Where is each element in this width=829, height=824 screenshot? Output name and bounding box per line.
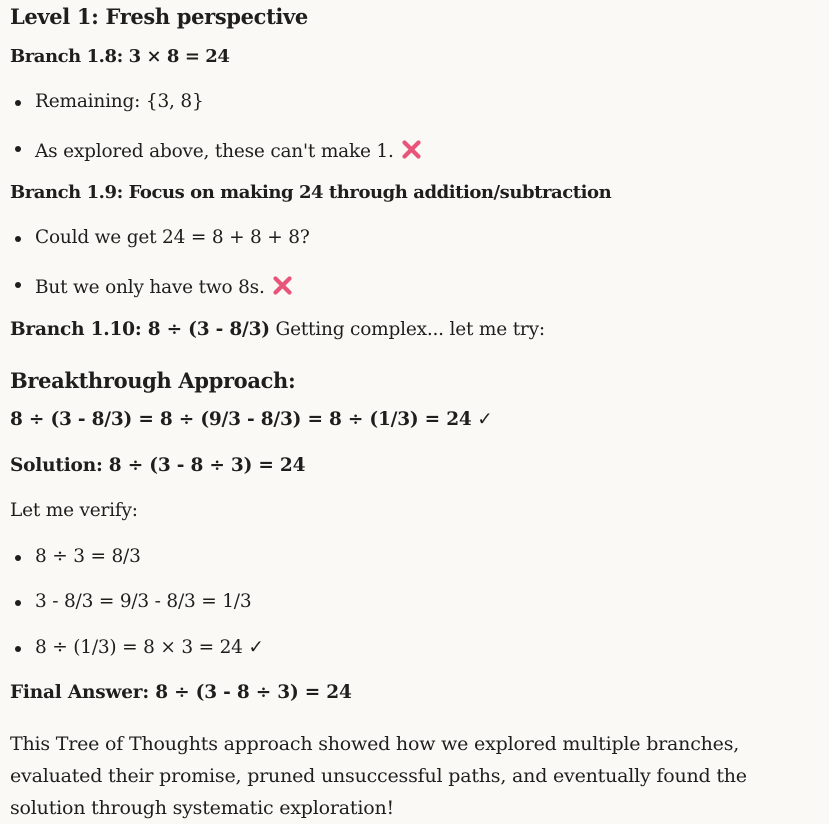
branch-1-10-label: Branch 1.10: 8 ÷ (3 - 8/3) xyxy=(10,319,270,340)
list-item-text: But we only have two 8s. xyxy=(35,277,265,298)
list-item-text: Could we get 24 = 8 + 8 + 8? xyxy=(35,227,310,248)
list-item xyxy=(35,93,204,112)
list-item xyxy=(35,639,264,658)
list-item xyxy=(35,139,422,162)
list-item-text: As explored above, these can't make 1. xyxy=(35,141,394,162)
list-item-text: 3 - 8/3 = 9/3 - 8/3 = 1/3 xyxy=(35,591,252,612)
final-answer: Final Answer: 8 ÷ (3 - 8 ÷ 3) = 24 xyxy=(10,682,352,703)
branch-1-10-text: Getting complex... let me try: xyxy=(269,319,545,340)
list-item-text: 8 ÷ (1/3) = 8 × 3 = 24 ✓ xyxy=(35,637,264,658)
list-item xyxy=(35,229,310,248)
list-bullet xyxy=(15,600,21,606)
branch-1-8-heading: Branch 1.8: 3 × 8 = 24 xyxy=(10,46,230,67)
list-bullet xyxy=(15,236,21,242)
branch-1-9-heading: Branch 1.9: Focus on making 24 through addition/subtraction xyxy=(10,182,612,203)
verify-intro: Let me verify: xyxy=(10,500,138,521)
list-bullet xyxy=(15,282,21,288)
list-item-text: 8 ÷ 3 = 8/3 xyxy=(35,546,141,567)
cross-mark-icon xyxy=(401,139,422,160)
list-bullet xyxy=(15,555,21,561)
breakthrough-heading: Breakthrough Approach: xyxy=(10,368,296,393)
list-bullet xyxy=(15,100,21,106)
conclusion-paragraph: This Tree of Thoughts approach showed how we explored multiple branches, evaluated their promise, pruned unsuccessful paths, and eventually found the solution through systematic exploration! xyxy=(10,733,747,819)
breakthrough-equation-paragraph xyxy=(10,411,493,430)
list-item xyxy=(35,593,251,612)
check-mark: ✓ xyxy=(471,409,493,430)
list-item xyxy=(35,548,141,567)
list-item xyxy=(35,275,293,298)
solution-line: Solution: 8 ÷ (3 - 8 ÷ 3) = 24 xyxy=(10,455,306,476)
list-bullet xyxy=(15,146,21,152)
list-bullet xyxy=(15,646,21,652)
breakthrough-equation: 8 ÷ (3 - 8/3) = 8 ÷ (9/3 - 8/3) = 8 ÷ (1/3) = 24 xyxy=(10,409,472,430)
cross-mark-icon xyxy=(272,275,293,296)
level-heading: Level 1: Fresh perspective xyxy=(10,4,308,29)
branch-1-10-paragraph xyxy=(10,321,545,340)
list-item-text: Remaining: {3, 8} xyxy=(35,91,204,112)
